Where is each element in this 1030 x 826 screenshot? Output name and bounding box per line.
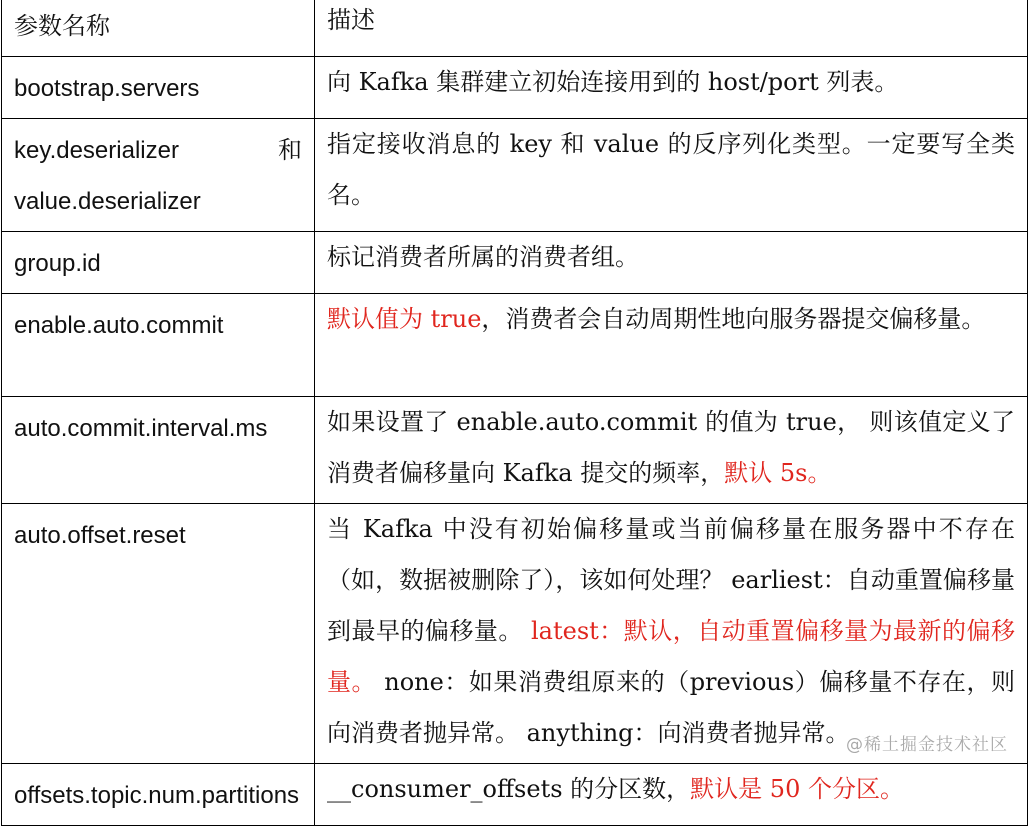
param-desc-cell xyxy=(315,294,1028,397)
param-desc-cell xyxy=(315,119,1028,232)
default-highlight: 默认 5s。 xyxy=(724,459,832,487)
parameter-table xyxy=(1,0,1028,826)
default-highlight: 默认值为 true xyxy=(327,305,482,333)
param-desc-cell xyxy=(315,57,1028,119)
table-row xyxy=(2,119,1028,232)
table-row xyxy=(2,294,1028,397)
table-row xyxy=(2,57,1028,119)
param-desc: 如果设置了 enable.auto.commit 的值为 true， 则该值定义了消费者偏移量向 Kafka 提交的频率，默认 5s。 xyxy=(327,408,1015,487)
param-name-cell xyxy=(2,294,315,397)
param-desc: 默认值为 true，消费者会自动周期性地向服务器提交偏移量。 xyxy=(327,305,986,333)
header-name-cell xyxy=(2,0,315,57)
param-name-cell xyxy=(2,57,315,119)
param-name: value.deserializer xyxy=(14,188,201,215)
param-desc: 向 Kafka 集群建立初始连接用到的 host/port 列表。 xyxy=(327,68,899,96)
param-desc-cell xyxy=(315,397,1028,504)
header-desc: 描述 xyxy=(327,6,375,34)
param-name: auto.offset.reset xyxy=(14,522,186,549)
header-name: 参数名称 xyxy=(14,12,110,40)
watermark: @稀土掘金技术社区 xyxy=(846,735,1008,755)
param-desc-cell xyxy=(315,232,1028,294)
param-name-cell xyxy=(2,232,315,294)
param-name-conjunction: 和 xyxy=(278,136,302,164)
table-row xyxy=(2,232,1028,294)
param-name-line xyxy=(14,125,302,176)
param-name-cell xyxy=(2,504,315,764)
param-desc: 指定接收消息的 key 和 value 的反序列化类型。一定要写全类名。 xyxy=(327,130,1015,209)
param-desc: __consumer_offsets 的分区数，默认是 50 个分区。 xyxy=(327,775,904,803)
table-row xyxy=(2,397,1028,504)
param-name-cell xyxy=(2,764,315,826)
default-highlight: latest：默认，自动重置偏移量为最新的偏移量。 xyxy=(327,617,1015,696)
param-name-cell xyxy=(2,397,315,504)
param-desc-cell xyxy=(315,764,1028,826)
param-name: group.id xyxy=(14,250,101,277)
header-desc-cell xyxy=(315,0,1028,57)
default-highlight: 默认是 50 个分区。 xyxy=(690,775,904,803)
param-name: bootstrap.servers xyxy=(14,75,200,102)
param-desc: 标记消费者所属的消费者组。 xyxy=(327,243,639,271)
param-name: auto.commit.interval.ms xyxy=(14,415,268,442)
param-name: key.deserializer xyxy=(14,137,179,164)
table-row xyxy=(2,504,1028,764)
table-row xyxy=(2,764,1028,826)
param-desc: 当 Kafka 中没有初始偏移量或当前偏移量在服务器中不存在（如，数据被删除了），该如何处理？ earliest：自动重置偏移量到最早的偏移量。 latest：默认，自动重置偏移量为最新的偏移量。 none：如果消费组原来的（previous）偏移量不存在，则向消费者抛异常。 anything：向消费者抛异常。 xyxy=(327,515,1015,747)
param-name-cell xyxy=(2,119,315,232)
table-header-row xyxy=(2,0,1028,57)
param-desc-cell xyxy=(315,504,1028,764)
param-name: enable.auto.commit xyxy=(14,312,224,339)
param-name: offsets.topic.num.partitions xyxy=(14,782,300,809)
